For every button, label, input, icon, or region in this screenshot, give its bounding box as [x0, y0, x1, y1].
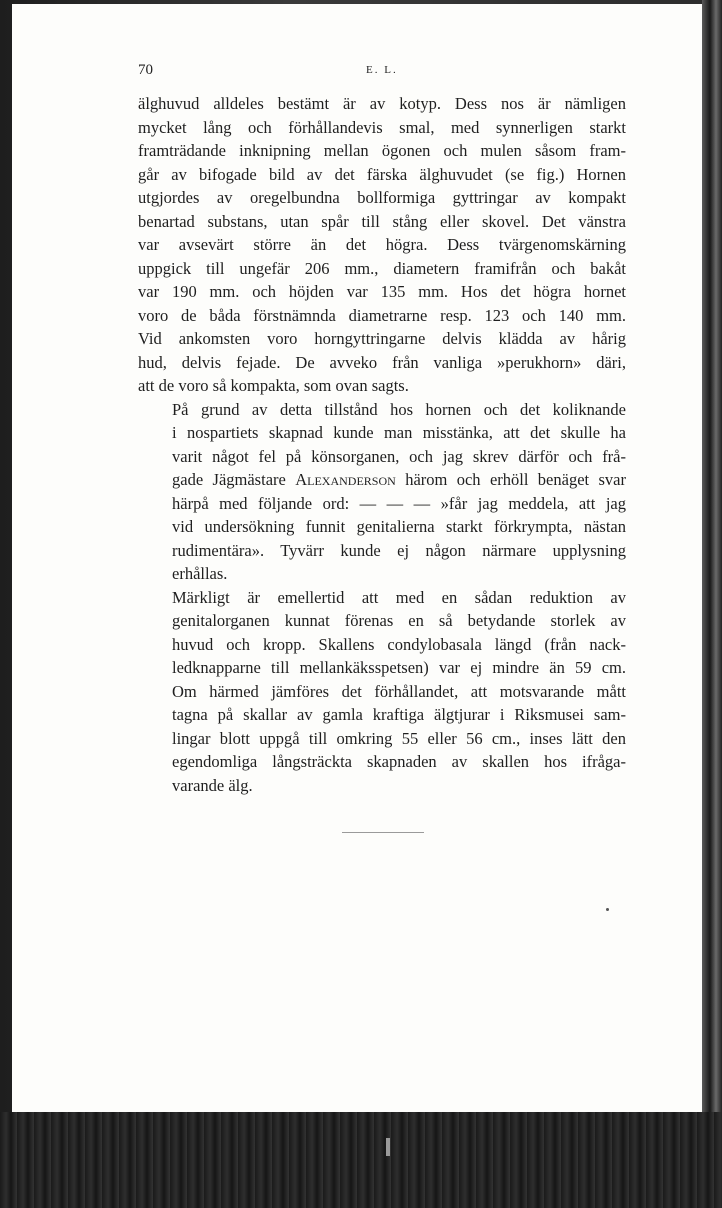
text-line: varande älg.: [172, 775, 253, 795]
page-number: 70: [138, 62, 153, 78]
scan-bottom-band: [0, 1112, 722, 1208]
text-line: erhållas.: [172, 564, 228, 583]
paragraph-2: [138, 398, 626, 586]
text-line: utgjordes av oregelbundna bollformiga gyttringar av kompakt: [138, 188, 626, 207]
text-line: lingar blott uppgå till omkring 55 eller 56 cm., inses lätt den: [172, 728, 626, 748]
text-fragment: gade Jägmästare: [172, 470, 296, 489]
text-line: härpå med följande ord: — — — »får jag meddela, att jag: [172, 493, 626, 513]
text-line: voro de båda förstnämnda diametrarne resp. 123 och 140 mm.: [138, 305, 626, 325]
text-line: älghuvud alldeles bestämt är av kotyp. Dess nos är nämligen: [138, 94, 626, 113]
text-line: var avsevärt större än det högra. Dess tvärgenomskärning: [138, 235, 626, 254]
text-line: genitalorganen kunnat förenas en så betydande storlek av: [172, 611, 626, 630]
text-fragment: härom och erhöll benäget svar: [395, 470, 626, 489]
text-line: tagna på skallar av gamla kraftiga älgtjurar i Riksmusei sam-: [172, 705, 626, 724]
page-header: [138, 60, 624, 84]
text-line: hud, delvis fejade. De avveko från vanliga »perukhorn» däri,: [138, 352, 626, 372]
text-line: i nospartiets skapnad kunde man misstänka, att det skulle ha: [172, 423, 626, 442]
running-head: E. L.: [366, 64, 398, 76]
text-line: På grund av detta tillstånd hos hornen och det koliknande: [172, 399, 626, 419]
paragraph-3: [138, 586, 626, 798]
text-line: rudimentära». Tyvärr kunde ej någon närmare upplysning: [172, 540, 626, 560]
text-line: varit något fel på könsorganen, och jag skrev därför och frå-: [172, 446, 626, 466]
text-line: framträdande inknipning mellan ögonen och mulen såsom fram-: [138, 141, 626, 160]
text-line: huvud och kropp. Skallens condylobasala längd (från nack-: [172, 634, 626, 654]
text-line: vid undersökning funnit genitalierna starkt förkrympta, nästan: [172, 517, 626, 536]
text-line: [138, 468, 626, 492]
text-line: uppgick till ungefär 206 mm., diametern framifrån och bakåt: [138, 258, 626, 278]
book-edge-shadow: [702, 0, 722, 1208]
text-line: egendomliga långsträckta skapnaden av skallen hos ifråga-: [172, 752, 626, 771]
text-line: Märkligt är emellertid att med en sådan reduktion av: [172, 587, 626, 607]
text-line: Vid ankomsten voro horngyttringarne delvis klädda av hårig: [138, 329, 626, 348]
person-name: Alexanderson: [295, 470, 396, 489]
section-end-rule: [342, 832, 424, 833]
scanner-mark: [386, 1138, 390, 1156]
paragraph-1: [138, 92, 626, 398]
text-line: ledknapparne till mellankäksspetsen) var ej mindre än 59 cm.: [172, 658, 626, 677]
text-line: benartad substans, utan spår till stång eller skovel. Det vänstra: [138, 211, 626, 231]
body-text: [138, 92, 626, 797]
ink-speck: [606, 908, 609, 911]
text-line: Om härmed jämföres det förhållandet, att motsvarande mått: [172, 681, 626, 701]
text-line: går av bifogade bild av det färska älghuvudet (se fig.) Hornen: [138, 164, 626, 184]
text-line: mycket lång och förhållandevis smal, med synnerligen starkt: [138, 117, 626, 137]
text-line: var 190 mm. och höjden var 135 mm. Hos det högra hornet: [138, 282, 626, 301]
text-line: att de voro så kompakta, som ovan sagts.: [138, 376, 409, 395]
